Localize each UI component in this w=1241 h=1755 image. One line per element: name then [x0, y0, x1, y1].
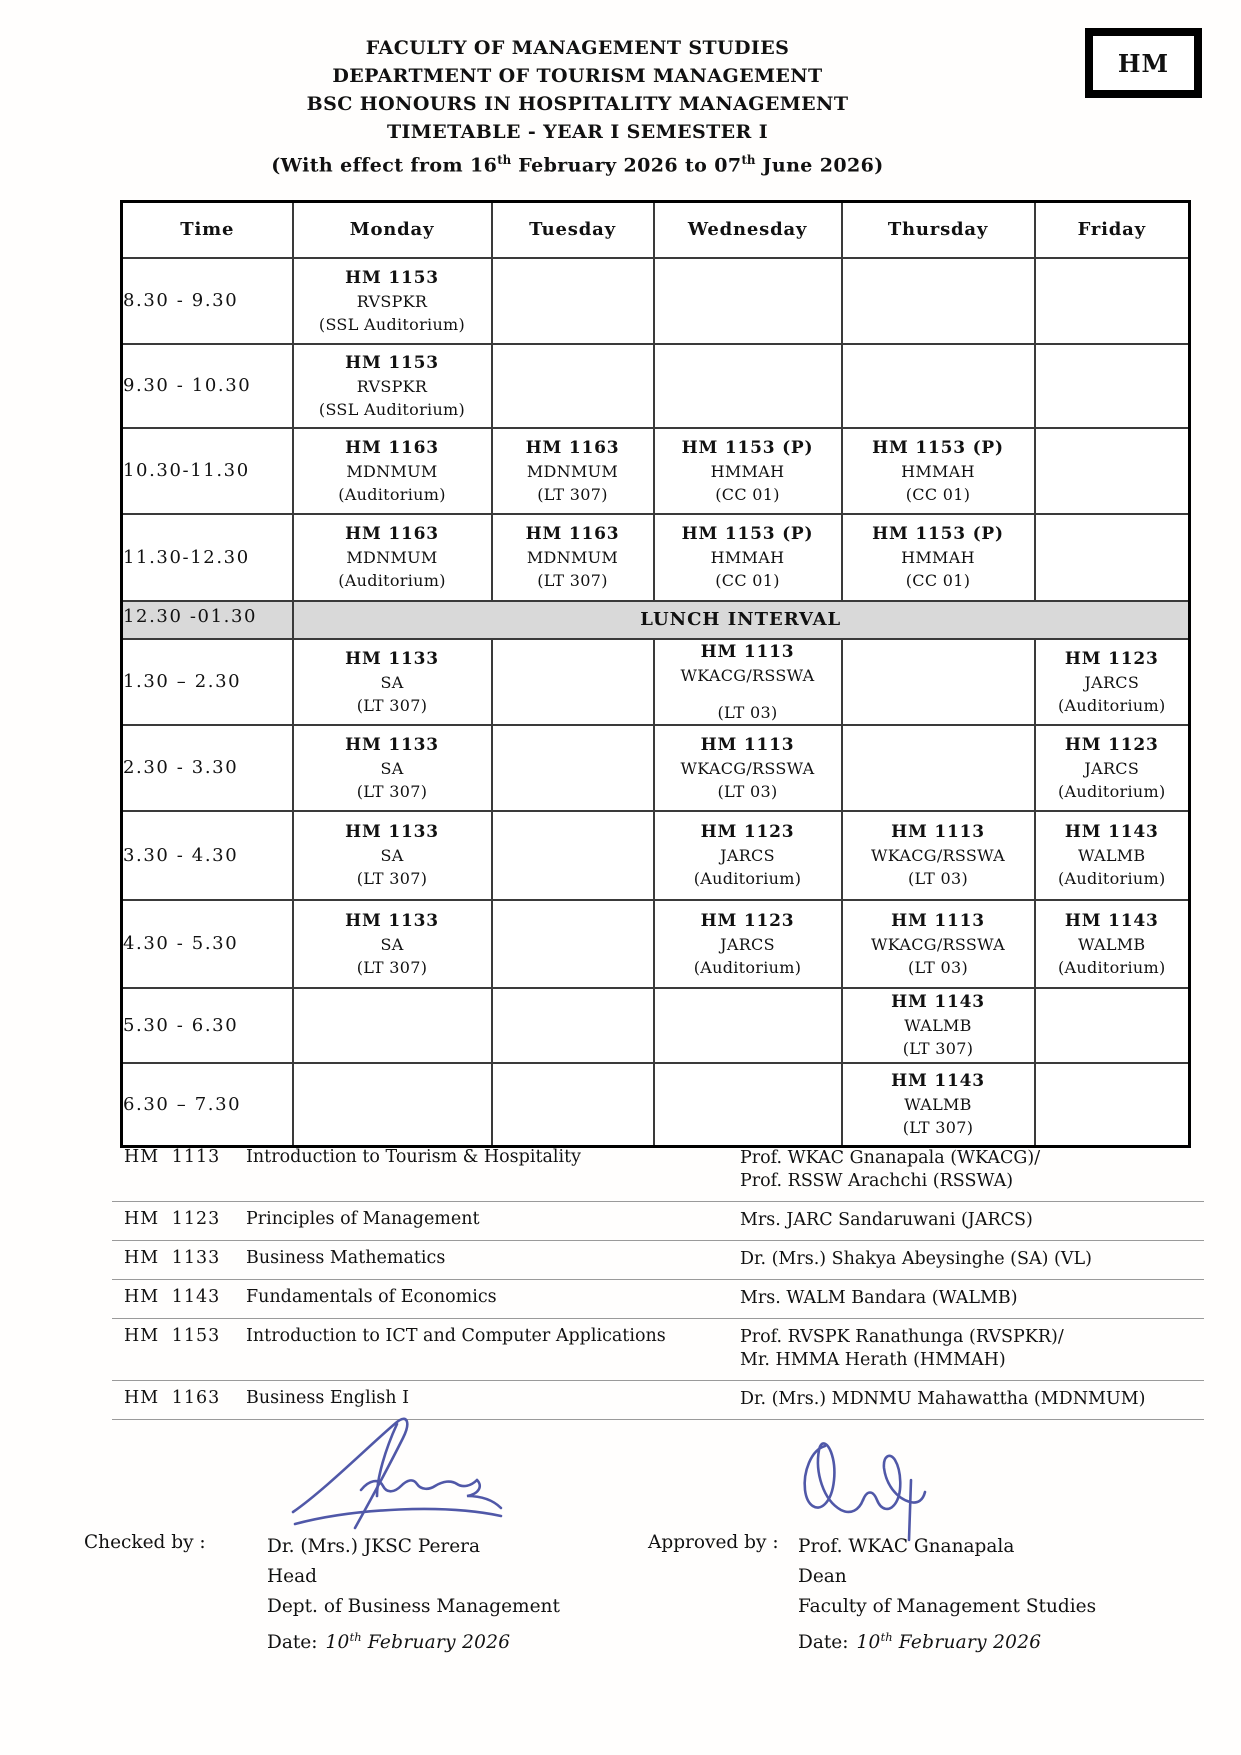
timetable-row [122, 811, 1190, 900]
venue: (LT 307) [902, 1118, 974, 1138]
class-cell-tuesday [492, 428, 654, 514]
empty-cell-wednesday [654, 1063, 842, 1147]
lunch-interval-cell: LUNCH INTERVAL [293, 601, 1190, 639]
lecturer-code: MDNMUM [526, 548, 619, 567]
lecturer-code: SA [380, 758, 404, 778]
legend-subject: Fundamentals of Economics [246, 1287, 497, 1307]
approved-by-title: Dean [798, 1566, 847, 1587]
course-legend [112, 1140, 1204, 1420]
class-cell-wednesday [654, 811, 842, 900]
lecturer-code: WALMB [1078, 934, 1146, 954]
empty-cell-thursday [842, 639, 1035, 725]
date-label: Date: [798, 1632, 849, 1654]
legend-lecturer-line: Mr. HMMA Herath (HMMAH) [740, 1350, 1006, 1370]
timetable-row [122, 639, 1190, 725]
legend-lecturer-line: Dr. (Mrs.) MDNMU Mahawattha (MDNMUM) [740, 1389, 1146, 1409]
empty-cell-tuesday [492, 344, 654, 428]
checked-by-label: Checked by : [84, 1532, 206, 1553]
lecturer-code: WKACG/RSSWA [871, 846, 1005, 865]
timetable-head [122, 202, 1190, 258]
class-cell-monday [293, 344, 492, 428]
class-cell-tuesday [492, 514, 654, 601]
faculty-title: FACULTY OF MANAGEMENT STUDIES [365, 37, 790, 59]
venue: (CC 01) [905, 484, 971, 504]
lecturer-code: JARCS [720, 934, 775, 954]
approved-by-label: Approved by : [648, 1532, 779, 1553]
empty-cell-monday [293, 1063, 492, 1147]
legend-course-code: HM 1153 [124, 1326, 221, 1346]
legend-lecturer-line: Prof. WKAC Gnanapala (WKACG)/ [740, 1148, 1041, 1168]
hm-logo-text: HM [1117, 48, 1170, 78]
lunch-row [122, 601, 1190, 639]
class-cell-thursday [842, 811, 1035, 900]
checked-by-title: Head [267, 1566, 317, 1587]
lecturer-code: SA [380, 672, 404, 692]
column-header-friday: Friday [1035, 202, 1190, 258]
course-code: HM 1133 [345, 648, 439, 669]
class-cell-friday [1035, 639, 1190, 725]
time-slot-label: 10.30-11.30 [122, 428, 293, 514]
lecturer-code: JARCS [1084, 758, 1140, 778]
time-slot-label: 4.30 - 5.30 [122, 900, 293, 988]
approved-by-signature [795, 1428, 955, 1548]
course-code: HM 1143 [1064, 910, 1159, 931]
document-header [0, 34, 1155, 179]
column-header-monday: Monday [293, 202, 492, 258]
venue: (LT 307) [356, 695, 428, 715]
legend-lecturers [740, 1326, 1204, 1372]
time-slot-label: 9.30 - 10.30 [122, 344, 293, 428]
timetable-row [122, 428, 1190, 514]
venue: (Auditorium) [338, 484, 446, 504]
empty-cell-tuesday [492, 725, 654, 811]
timetable-row [122, 725, 1190, 811]
degree-title: BSC HONOURS IN HOSPITALITY MANAGEMENT [306, 93, 849, 115]
checked-by-name: Dr. (Mrs.) JKSC Perera [267, 1536, 481, 1557]
class-cell-friday [1035, 900, 1190, 988]
empty-cell-monday [293, 988, 492, 1063]
ordinal-suffix: th [741, 153, 756, 167]
venue: (LT 03) [717, 781, 778, 801]
empty-cell-thursday [842, 725, 1035, 811]
venue: (SSL Auditorium) [318, 399, 466, 419]
legend-row [112, 1241, 1204, 1280]
course-code: HM 1153 [345, 267, 439, 288]
venue: (LT 307) [537, 484, 608, 504]
time-slot-label: 5.30 - 6.30 [122, 988, 293, 1063]
class-cell-friday [1035, 725, 1190, 811]
legend-lecturer-line: Mrs. JARC Sandaruwani (JARCS) [740, 1210, 1033, 1230]
venue: (LT 307) [537, 571, 608, 590]
class-cell-monday [293, 514, 492, 601]
course-code: HM 1113 [700, 734, 795, 755]
lecturer-code: HMMAH [710, 461, 785, 481]
time-slot-label: 1.30 – 2.30 [122, 639, 293, 725]
lecturer-code: JARCS [1084, 672, 1140, 692]
department-title: DEPARTMENT OF TOURISM MANAGEMENT [332, 65, 823, 87]
approved-by-name: Prof. WKAC Gnanapala [798, 1536, 1015, 1557]
empty-cell-wednesday [654, 258, 842, 344]
venue: (LT 03) [907, 957, 969, 977]
lecturer-code: MDNMUM [346, 548, 438, 567]
course-code: HM 1123 [1064, 648, 1159, 669]
time-slot-label: 11.30-12.30 [122, 514, 293, 601]
timetable-row [122, 988, 1190, 1063]
empty-cell-tuesday [492, 900, 654, 988]
class-cell-thursday [842, 1063, 1035, 1147]
venue: (Auditorium) [693, 869, 802, 888]
empty-cell-friday [1035, 1063, 1190, 1147]
time-slot-label: 8.30 - 9.30 [122, 258, 293, 344]
lecturer-code: RVSPKR [356, 291, 428, 311]
course-code: HM 1153 (P) [872, 437, 1004, 458]
course-code: HM 1113 [891, 910, 985, 931]
class-cell-wednesday [654, 725, 842, 811]
venue: (LT 307) [356, 781, 428, 801]
empty-cell-thursday [842, 344, 1035, 428]
empty-cell-friday [1035, 428, 1190, 514]
legend-subject: Business Mathematics [246, 1248, 446, 1268]
legend-lecturers [740, 1147, 1204, 1193]
legend-course-code: HM 1133 [124, 1248, 221, 1268]
legend-row [112, 1280, 1204, 1319]
class-cell-monday [293, 639, 492, 725]
empty-cell-friday [1035, 344, 1190, 428]
empty-cell-wednesday [654, 988, 842, 1063]
approved-by-org: Faculty of Management Studies [798, 1596, 1097, 1617]
date-value: 10th February 2026 [856, 1630, 1042, 1654]
lecturer-code: WALMB [1078, 846, 1146, 865]
ordinal-suffix: th [497, 153, 512, 167]
course-code: HM 1123 [700, 822, 795, 842]
timetable [120, 200, 1191, 1148]
empty-cell-thursday [842, 258, 1035, 344]
course-code: HM 1153 (P) [872, 524, 1004, 544]
hm-logo-box [1085, 28, 1202, 98]
course-code: HM 1163 [345, 524, 439, 544]
lecturer-code: SA [380, 846, 404, 865]
legend-lecturer-line: Prof. RVSPK Ranathunga (RVSPKR)/ [740, 1327, 1064, 1347]
course-code: HM 1143 [891, 1071, 985, 1092]
lecturer-code: SA [380, 934, 404, 954]
course-code: HM 1153 (P) [681, 437, 814, 458]
checked-by-block [267, 1532, 560, 1658]
course-code: HM 1133 [345, 910, 439, 931]
venue: (SSL Auditorium) [318, 314, 466, 334]
venue: (LT 307) [902, 1039, 974, 1058]
empty-cell-tuesday [492, 988, 654, 1063]
venue: (LT 307) [356, 957, 428, 977]
course-code: HM 1133 [345, 822, 439, 842]
lecturer-code: HMMAH [901, 461, 975, 481]
venue: (CC 01) [715, 571, 780, 590]
empty-cell-tuesday [492, 258, 654, 344]
course-code: HM 1133 [345, 734, 439, 755]
lecturer-code: WKACG/RSSWA [680, 758, 815, 778]
venue: (LT 03) [907, 869, 969, 888]
course-code: HM 1163 [525, 437, 620, 458]
legend-lecturers [740, 1388, 1204, 1411]
legend-lecturer-line: Prof. RSSW Arachchi (RSSWA) [740, 1171, 1014, 1191]
class-cell-wednesday [654, 639, 842, 725]
course-code: HM 1153 [345, 352, 439, 373]
timetable-body [122, 258, 1190, 1147]
lecturer-code: MDNMUM [346, 461, 438, 481]
venue: (Auditorium) [1057, 869, 1166, 888]
empty-cell-tuesday [492, 1063, 654, 1147]
class-cell-thursday [842, 900, 1035, 988]
course-code: HM 1153 (P) [681, 524, 814, 544]
class-cell-monday [293, 725, 492, 811]
lecturer-code: JARCS [720, 846, 775, 865]
effective-date-part: February 2026 to 07 [511, 154, 742, 177]
date-label: Date: [267, 1632, 318, 1654]
legend-lecturer-line: Mrs. WALM Bandara (WALMB) [740, 1288, 1018, 1308]
venue: (Auditorium) [338, 571, 446, 590]
class-cell-monday [293, 811, 492, 900]
class-cell-wednesday [654, 514, 842, 601]
time-slot-label: 3.30 - 4.30 [122, 811, 293, 900]
legend-lecturers [740, 1248, 1204, 1271]
legend-course-code: HM 1113 [124, 1147, 221, 1167]
lecturer-code: HMMAH [901, 548, 975, 567]
empty-cell-friday [1035, 258, 1190, 344]
legend-subject: Introduction to ICT and Computer Applications [246, 1326, 666, 1346]
date-value: 10th February 2026 [325, 1630, 511, 1654]
class-cell-monday [293, 428, 492, 514]
effective-date-part: June 2026) [755, 154, 884, 177]
checked-by-org: Dept. of Business Management [267, 1596, 560, 1617]
column-header-tuesday: Tuesday [492, 202, 654, 258]
class-cell-thursday [842, 514, 1035, 601]
venue: (CC 01) [905, 571, 971, 590]
timetable-row [122, 1063, 1190, 1147]
lecturer-code: WALMB [904, 1016, 972, 1035]
course-code: HM 1143 [891, 992, 985, 1012]
legend-lecturers [740, 1287, 1204, 1310]
venue: (Auditorium) [1057, 695, 1166, 715]
column-header-time: Time [122, 202, 293, 258]
course-code: HM 1123 [1064, 734, 1159, 755]
legend-lecturer-line: Dr. (Mrs.) Shakya Abeysinghe (SA) (VL) [740, 1249, 1092, 1269]
legend-course-code: HM 1163 [124, 1388, 221, 1408]
course-code: HM 1163 [525, 524, 620, 544]
venue: (LT 307) [356, 869, 428, 888]
course-code: HM 1123 [700, 910, 795, 931]
timetable-row [122, 344, 1190, 428]
checked-by-signature [265, 1412, 535, 1537]
course-code: HM 1113 [891, 822, 985, 842]
lecturer-code: MDNMUM [526, 461, 619, 481]
column-header-wednesday: Wednesday [654, 202, 842, 258]
legend-lecturers [740, 1209, 1204, 1232]
lecturer-code: WALMB [904, 1095, 972, 1115]
class-cell-wednesday [654, 900, 842, 988]
course-code: HM 1143 [1064, 822, 1159, 842]
class-cell-monday [293, 258, 492, 344]
lecturer-code: RVSPKR [356, 376, 428, 396]
timetable-title: TIMETABLE - YEAR I SEMESTER I [386, 121, 769, 143]
class-cell-thursday [842, 988, 1035, 1063]
legend-subject: Business English I [246, 1388, 410, 1408]
empty-cell-tuesday [492, 639, 654, 725]
legend-course-code: HM 1143 [124, 1287, 221, 1307]
lecturer-code: WKACG/RSSWA [871, 934, 1005, 954]
venue: (Auditorium) [1057, 957, 1166, 977]
class-cell-wednesday [654, 428, 842, 514]
lecturer-code: HMMAH [710, 548, 785, 567]
approved-by-date [798, 1622, 1096, 1658]
course-code: HM 1163 [345, 437, 439, 458]
effective-date-part: (With effect from 16 [271, 154, 498, 177]
timetable-row [122, 900, 1190, 988]
timetable-row [122, 258, 1190, 344]
time-slot-label: 2.30 - 3.30 [122, 725, 293, 811]
empty-cell-friday [1035, 514, 1190, 601]
time-slot-label: 12.30 -01.30 [122, 601, 293, 639]
time-slot-label: 6.30 – 7.30 [122, 1063, 293, 1147]
timetable-row [122, 514, 1190, 601]
venue: (CC 01) [715, 484, 780, 504]
effective-date-line [0, 146, 1155, 179]
empty-cell-tuesday [492, 811, 654, 900]
legend-row [112, 1202, 1204, 1241]
legend-course-code: HM 1123 [124, 1209, 221, 1229]
legend-row [112, 1140, 1204, 1202]
approved-by-block [798, 1532, 1096, 1658]
lecturer-code: WKACG/RSSWA [680, 665, 815, 685]
venue: (Auditorium) [1057, 781, 1166, 801]
class-cell-monday [293, 900, 492, 988]
checked-by-date [267, 1622, 560, 1658]
class-cell-friday [1035, 811, 1190, 900]
column-header-thursday: Thursday [842, 202, 1035, 258]
legend-subject: Introduction to Tourism & Hospitality [246, 1147, 582, 1167]
course-code: HM 1113 [700, 641, 795, 662]
empty-cell-wednesday [654, 344, 842, 428]
venue: (Auditorium) [693, 957, 802, 977]
legend-row [112, 1319, 1204, 1381]
legend-subject: Principles of Management [246, 1209, 480, 1229]
empty-cell-friday [1035, 988, 1190, 1063]
class-cell-thursday [842, 428, 1035, 514]
venue: (LT 03) [717, 702, 778, 722]
